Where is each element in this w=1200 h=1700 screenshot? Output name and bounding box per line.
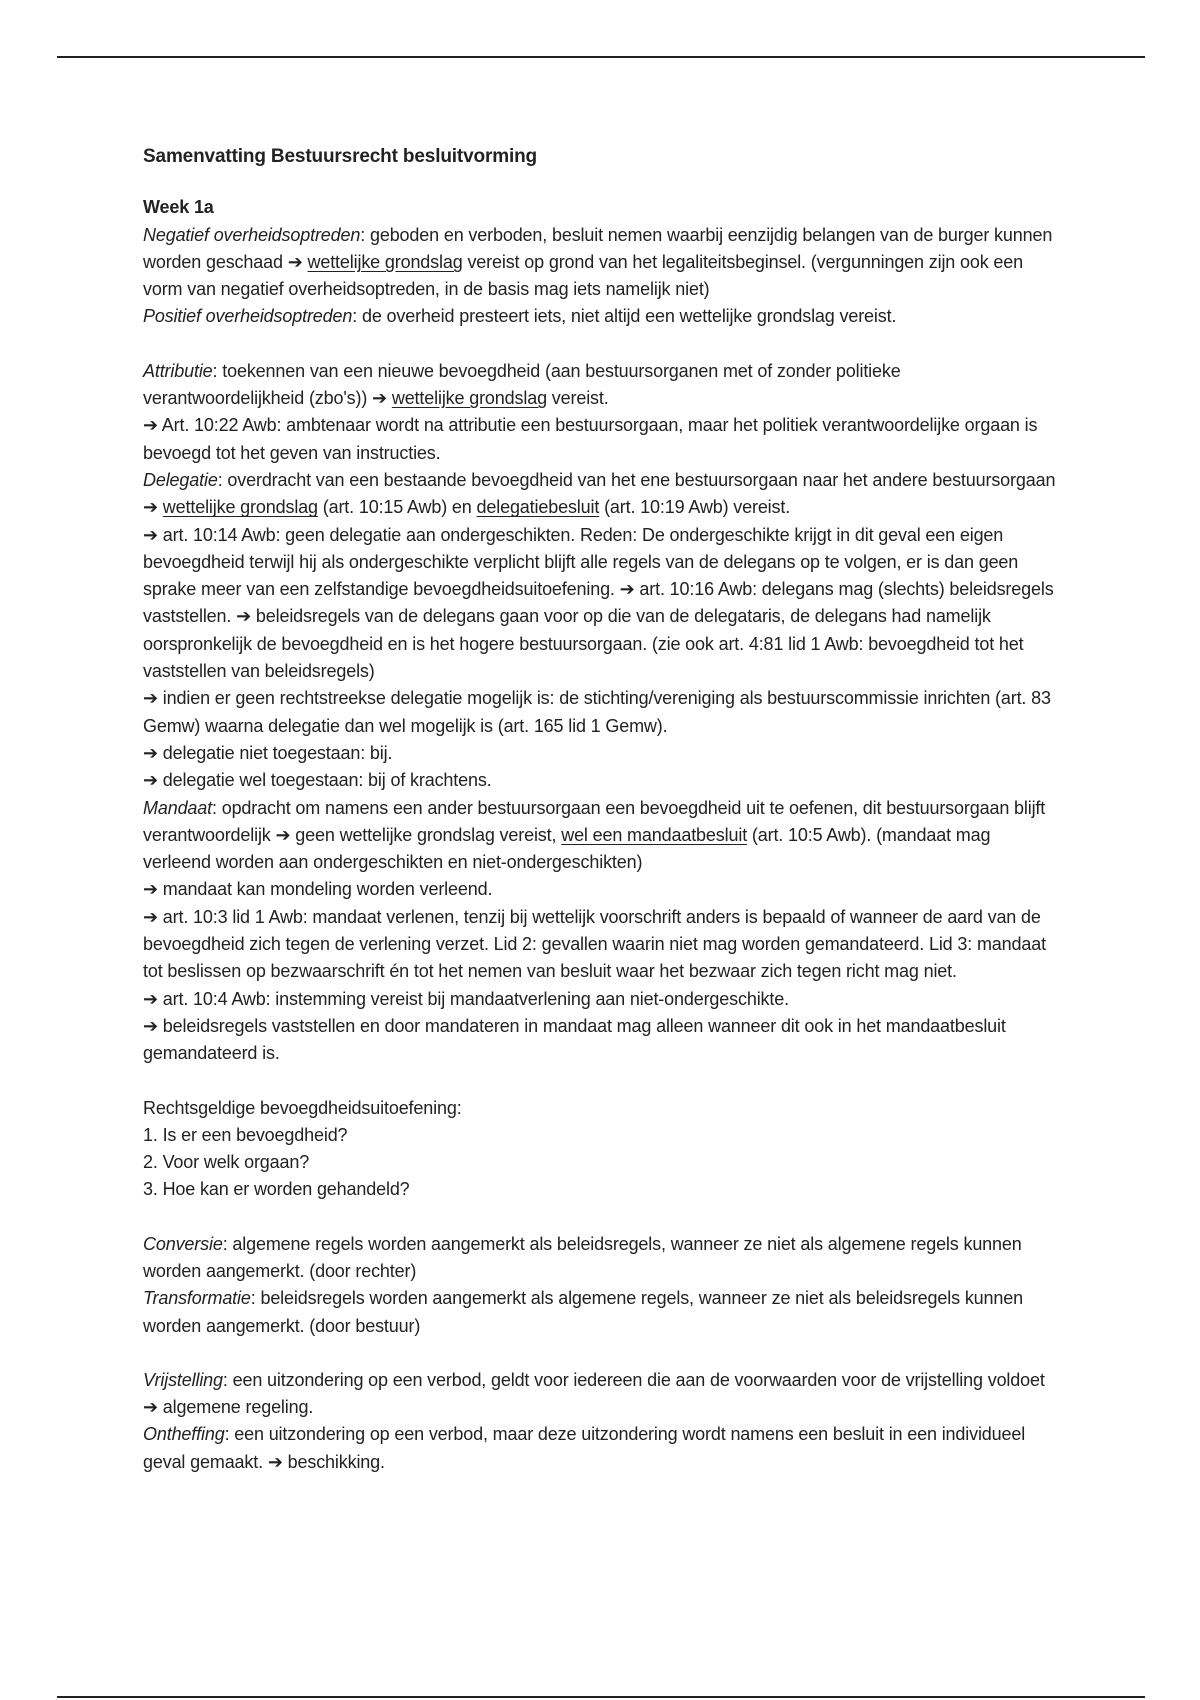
list-item: 2. Voor welk orgaan? (143, 1152, 310, 1173)
document-title: Samenvatting Bestuursrecht besluitvorming (143, 146, 537, 167)
paragraph-art-10-22: ➔ Art. 10:22 Awb: ambtenaar wordt na attributie een bestuursorgaan, maar het politiek verantwoordelijke orgaan is bevoegd tot het geven van instructies. (143, 415, 1038, 463)
term: Negatief overheidsoptreden (143, 224, 361, 245)
header-rule (57, 56, 1145, 58)
paragraph-indien: ➔ indien er geen rechtstreekse delegatie mogelijk is: de stichting/vereniging als bestuurscommissie inrichten (art. 83 Gemw) waarna delegatie dan wel mogelijk is (art. 165 lid 1 Gemw). (143, 688, 1051, 736)
arrow-icon: ➔ (143, 524, 158, 545)
paragraph-transformatie: Transformatie: beleidsregels worden aangemerkt als algemene regels, wanneer ze niet als beleidsregels kunnen worden aangemerkt. (door bestuur) (143, 1288, 1023, 1336)
paragraph-art-10-3: ➔ art. 10:3 lid 1 Awb: mandaat verlenen, tenzij bij wettelijk voorschrift anders is bepaald of wanneer de aard van de bevoegdheid zich tegen de verlening verzet. Lid 2: gevallen waarin niet mag worden gemandateerd. Lid 3: mandaat tot beslissen op bezwaarschrift én tot het nemen van besluit waar het bezwaar zich tegen richt mag niet. (143, 906, 1046, 982)
document-body (143, 143, 1063, 1476)
paragraph-delegatie: Delegatie: overdracht van een bestaande bevoegdheid van het ene bestuursorgaan naar het andere bestuursorgaan ➔ wettelijke grondslag (art. 10:15 Awb) en delegatiebesluit (art. 10:19 Awb) vereist. (143, 469, 1056, 518)
term: Vrijstelling (143, 1369, 223, 1390)
paragraph-art-10-14: ➔ art. 10:14 Awb: geen delegatie aan ondergeschikten. Reden: De ondergeschikte krijgt in dit geval een eigen bevoegdheid terwijl hij als ondergeschikte verplicht blijft alle regels van de delegans op te volgen, er is dan geen sprake meer van een zelfstandige bevoegdheidsuitoefening. ➔ art. 10:16 Awb: delegans mag (slechts) beleidsregels vaststellen. ➔ beleidsregels van de delegans gaan voor op die van de delegataris, de delegans had namelijk oorspronkelijk de bevoegdheid en is het hogere bestuursorgaan. (zie ook art. 4:81 lid 1 Awb: bevoegdheid tot het vaststellen van beleidsregels) (143, 524, 1054, 682)
paragraph-positief: Positief overheidsoptreden: de overheid presteert iets, niet altijd een wettelijke grondslag vereist. (143, 306, 897, 327)
arrow-icon: ➔ (372, 388, 387, 409)
spacer (143, 1068, 1063, 1095)
arrow-icon: ➔ (143, 906, 158, 927)
section-heading: Week 1a (143, 197, 214, 218)
arrow-icon: ➔ (236, 606, 252, 627)
spacer (143, 1340, 1063, 1367)
paragraph-ontheffing: Ontheffing: een uitzondering op een verbod, maar deze uitzondering wordt namens een besluit in een individueel geval gemaakt. ➔ beschikking. (143, 1424, 1026, 1472)
spacer (143, 1204, 1063, 1231)
paragraph-rechtsgeldig-heading: Rechtsgeldige bevoegdheidsuitoefening: (143, 1097, 462, 1118)
arrow-icon: ➔ (143, 1397, 158, 1418)
list-item: 3. Hoe kan er worden gehandeld? (143, 1179, 410, 1200)
arrow-icon: ➔ (143, 770, 158, 791)
paragraph-negatief: Negatief overheidsoptreden: geboden en verboden, besluit nemen waarbij eenzijdig belangen van de burger kunnen worden geschaad ➔ wettelijke grondslag vereist op grond van het legaliteitsbeginsel. (vergunningen zijn ook een vorm van negatief overheidsoptreden, in de basis mag iets namelijk niet) (143, 224, 1053, 300)
term: Delegatie (143, 469, 218, 490)
list-item: 1. Is er een bevoegdheid? (143, 1124, 348, 1145)
term: Mandaat (143, 797, 212, 818)
arrow-icon: ➔ (287, 251, 303, 272)
arrow-icon: ➔ (143, 1015, 158, 1036)
arrow-icon: ➔ (267, 1451, 283, 1472)
arrow-icon: ➔ (143, 688, 158, 709)
arrow-icon: ➔ (275, 824, 291, 845)
arrow-icon: ➔ (143, 879, 158, 900)
paragraph-niet-toegestaan: ➔ delegatie niet toegestaan: bij. (143, 742, 393, 763)
term: Ontheffing (143, 1424, 225, 1445)
paragraph-mondeling: ➔ mandaat kan mondeling worden verleend. (143, 879, 493, 900)
paragraph-mandaat: Mandaat: opdracht om namens een ander bestuursorgaan een bevoegdheid uit te oefenen, dit bestuursorgaan blijft verantwoordelijk ➔ geen wettelijke grondslag vereist, wel een mandaatbesluit (art. 10:5 Awb). (mandaat mag verleend worden aan ondergeschikten en niet-ondergeschikten) (143, 797, 1046, 873)
footer-rule (57, 1696, 1145, 1698)
arrow-icon: ➔ (143, 497, 158, 518)
arrow-icon: ➔ (143, 415, 158, 436)
paragraph-art-10-4: ➔ art. 10:4 Awb: instemming vereist bij mandaatverlening aan niet-ondergeschikte. (143, 988, 789, 1009)
arrow-icon: ➔ (619, 579, 635, 600)
term: Positief overheidsoptreden (143, 306, 353, 327)
paragraph-attributie: Attributie: toekennen van een nieuwe bevoegdheid (aan bestuursorganen met of zonder politieke verantwoordelijkheid (zbo's)) ➔ wettelijke grondslag vereist. (143, 360, 901, 409)
spacer (143, 331, 1063, 358)
term: Attributie (143, 360, 213, 381)
arrow-icon: ➔ (143, 988, 158, 1009)
paragraph-beleidsregels: ➔ beleidsregels vaststellen en door mandateren in mandaat mag alleen wanneer dit ook in het mandaatbesluit gemandateerd is. (143, 1015, 1006, 1064)
arrow-icon: ➔ (143, 742, 158, 763)
term: Transformatie (143, 1288, 251, 1309)
paragraph-wel-toegestaan: ➔ delegatie wel toegestaan: bij of krachtens. (143, 770, 492, 791)
paragraph-vrijstelling: Vrijstelling: een uitzondering op een verbod, geldt voor iedereen die aan de voorwaarden voor de vrijstelling voldoet ➔ algemene regeling. (143, 1369, 1045, 1418)
paragraph-conversie: Conversie: algemene regels worden aangemerkt als beleidsregels, wanneer ze niet als algemene regels kunnen worden aangemerkt. (door rechter) (143, 1233, 1022, 1281)
term: Conversie (143, 1233, 223, 1254)
